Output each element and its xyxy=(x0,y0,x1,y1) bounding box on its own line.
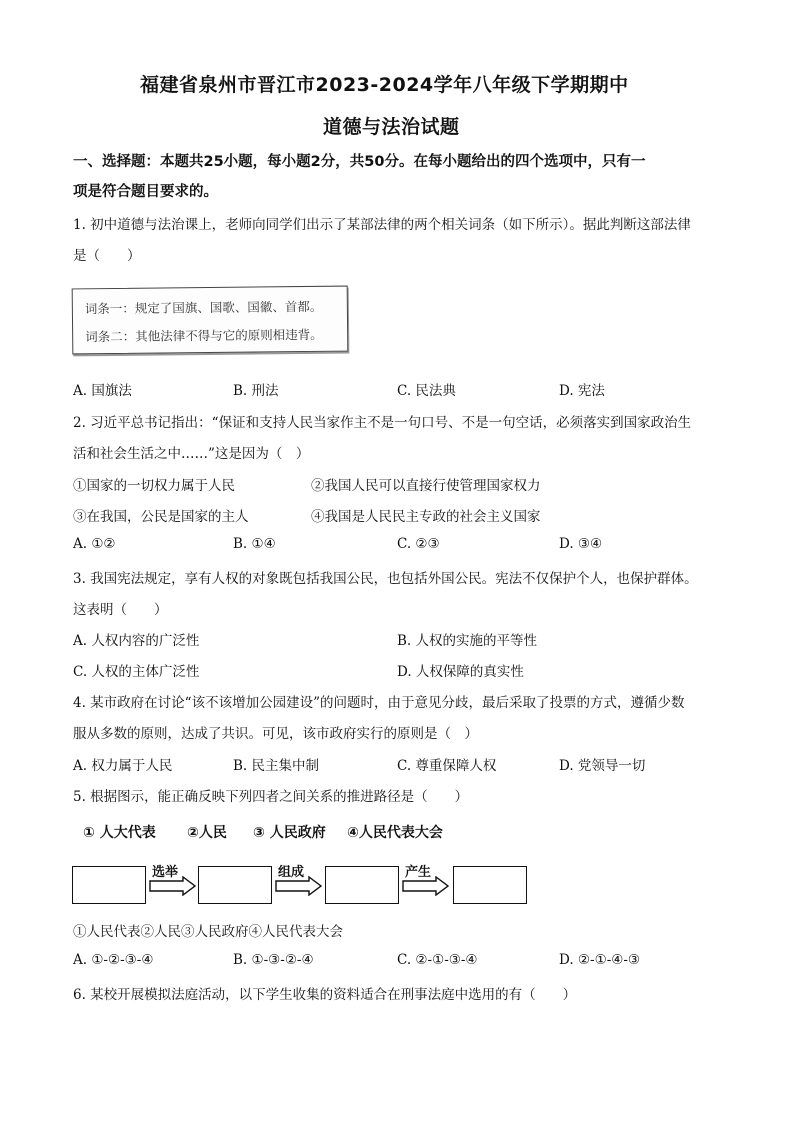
q2-stem: 2. 习近平总书记指出：“保证和支持人民当家作主不是一句口号、不是一句空话，必须落实到国家政治生 xyxy=(73,415,692,431)
q2-option-c[interactable]: C. ②③ xyxy=(397,536,440,552)
q5-option-c[interactable]: C. ②-①-③-④ xyxy=(397,952,478,968)
q2-item-2: ②我国人民可以直接行使管理国家权力 xyxy=(311,478,541,494)
q4-option-b[interactable]: B. 民主集中制 xyxy=(233,758,320,774)
q4-stem-cont: 服从多数的原则，达成了共识。可见，该市政府实行的原则是（ ） xyxy=(73,726,478,742)
q5-flow-box-2 xyxy=(198,866,272,904)
q4-option-a[interactable]: A. 权力属于人民 xyxy=(73,758,173,774)
q5-legend-2: ②人民 xyxy=(187,825,227,841)
q6-stem: 6. 某校开展模拟法庭活动，以下学生收集的资料适合在刑事法庭中选用的有（ ） xyxy=(73,987,577,1003)
q1-option-d[interactable]: D. 宪法 xyxy=(559,383,605,399)
page-subtitle: 道德与法治试题 xyxy=(323,116,460,138)
q5-arrow-label-1: 选举 xyxy=(152,865,179,880)
q5-flow-box-4 xyxy=(453,866,527,904)
q5-stem: 5. 根据图示，能正确反映下列四者之间关系的推进路径是（ ） xyxy=(73,789,469,805)
q1-entry-2: 词条二：其他法律不得与它的原则相违背。 xyxy=(85,326,323,345)
q1-stem: 1. 初中道德与法治课上，老师向同学们出示了某部法律的两个相关词条（如下所示）。据此判断这部法律 xyxy=(73,217,691,233)
page-title: 福建省泉州市晋江市2023-2024学年八年级下学期期中 xyxy=(140,74,629,96)
q5-flow-box-1 xyxy=(72,866,146,904)
q5-option-a[interactable]: A. ①-②-③-④ xyxy=(73,952,154,968)
q3-stem-cont: 这表明（ ） xyxy=(73,602,168,618)
q5-legend-4: ④人民代表大会 xyxy=(347,825,443,841)
q3-stem: 3. 我国宪法规定，享有人权的对象既包括我国公民，也包括外国公民。宪法不仅保护个人，也保护群体。 xyxy=(73,571,698,587)
q5-flow-box-3 xyxy=(325,866,399,904)
q3-option-a[interactable]: A. 人权内容的广泛性 xyxy=(73,633,200,649)
q5-option-b[interactable]: B. ①-③-②-④ xyxy=(233,952,314,968)
q5-arrow-3-icon xyxy=(402,876,450,896)
q4-option-c[interactable]: C. 尊重保障人权 xyxy=(397,758,497,774)
section-heading: 一、选择题：本题共25小题，每小题2分，共50分。在每小题给出的四个选项中，只有一 xyxy=(73,154,646,170)
q5-option-d[interactable]: D. ②-①-④-③ xyxy=(559,952,641,968)
q5-items: ①人民代表②人民③人民政府④人民代表大会 xyxy=(73,924,343,940)
q3-option-c[interactable]: C. 人权的主体广泛性 xyxy=(73,664,200,680)
q2-stem-cont: 活和社会生活之中……”这是因为（ ） xyxy=(73,446,310,462)
q1-stem-cont: 是（ ） xyxy=(73,248,141,264)
q4-option-d[interactable]: D. 党领导一切 xyxy=(559,758,646,774)
q2-option-d[interactable]: D. ③④ xyxy=(559,536,603,552)
section-heading-cont: 项是符合题目要求的。 xyxy=(73,184,218,200)
q5-legend-3: ③ 人民政府 xyxy=(253,825,326,841)
q1-option-c[interactable]: C. 民法典 xyxy=(397,383,456,399)
q5-legend-1: ① 人大代表 xyxy=(83,825,156,841)
q2-item-1: ①国家的一切权力属于人民 xyxy=(73,478,235,494)
q5-arrow-label-2: 组成 xyxy=(278,865,305,880)
q1-option-a[interactable]: A. 国旗法 xyxy=(73,383,132,399)
q4-stem: 4. 某市政府在讨论“该不该增加公园建设”的问题时，由于意见分歧，最后采取了投票的方式，遵循少数 xyxy=(73,695,685,711)
q1-quote-box xyxy=(72,286,349,355)
q2-option-a[interactable]: A. ①② xyxy=(73,536,116,552)
q3-option-d[interactable]: D. 人权保障的真实性 xyxy=(397,664,524,680)
q5-arrow-2-icon xyxy=(275,876,323,896)
q2-item-3: ③在我国，公民是国家的主人 xyxy=(73,509,249,525)
q3-option-b[interactable]: B. 人权的实施的平等性 xyxy=(397,633,538,649)
q2-option-b[interactable]: B. ①④ xyxy=(233,536,276,552)
q1-option-b[interactable]: B. 刑法 xyxy=(233,383,279,399)
q2-item-4: ④我国是人民民主专政的社会主义国家 xyxy=(311,509,541,525)
q5-arrow-1-icon xyxy=(149,876,197,896)
q5-arrow-label-3: 产生 xyxy=(405,865,432,880)
q1-entry-1: 词条一：规定了国旗、国歌、国徽、首都。 xyxy=(84,298,323,317)
